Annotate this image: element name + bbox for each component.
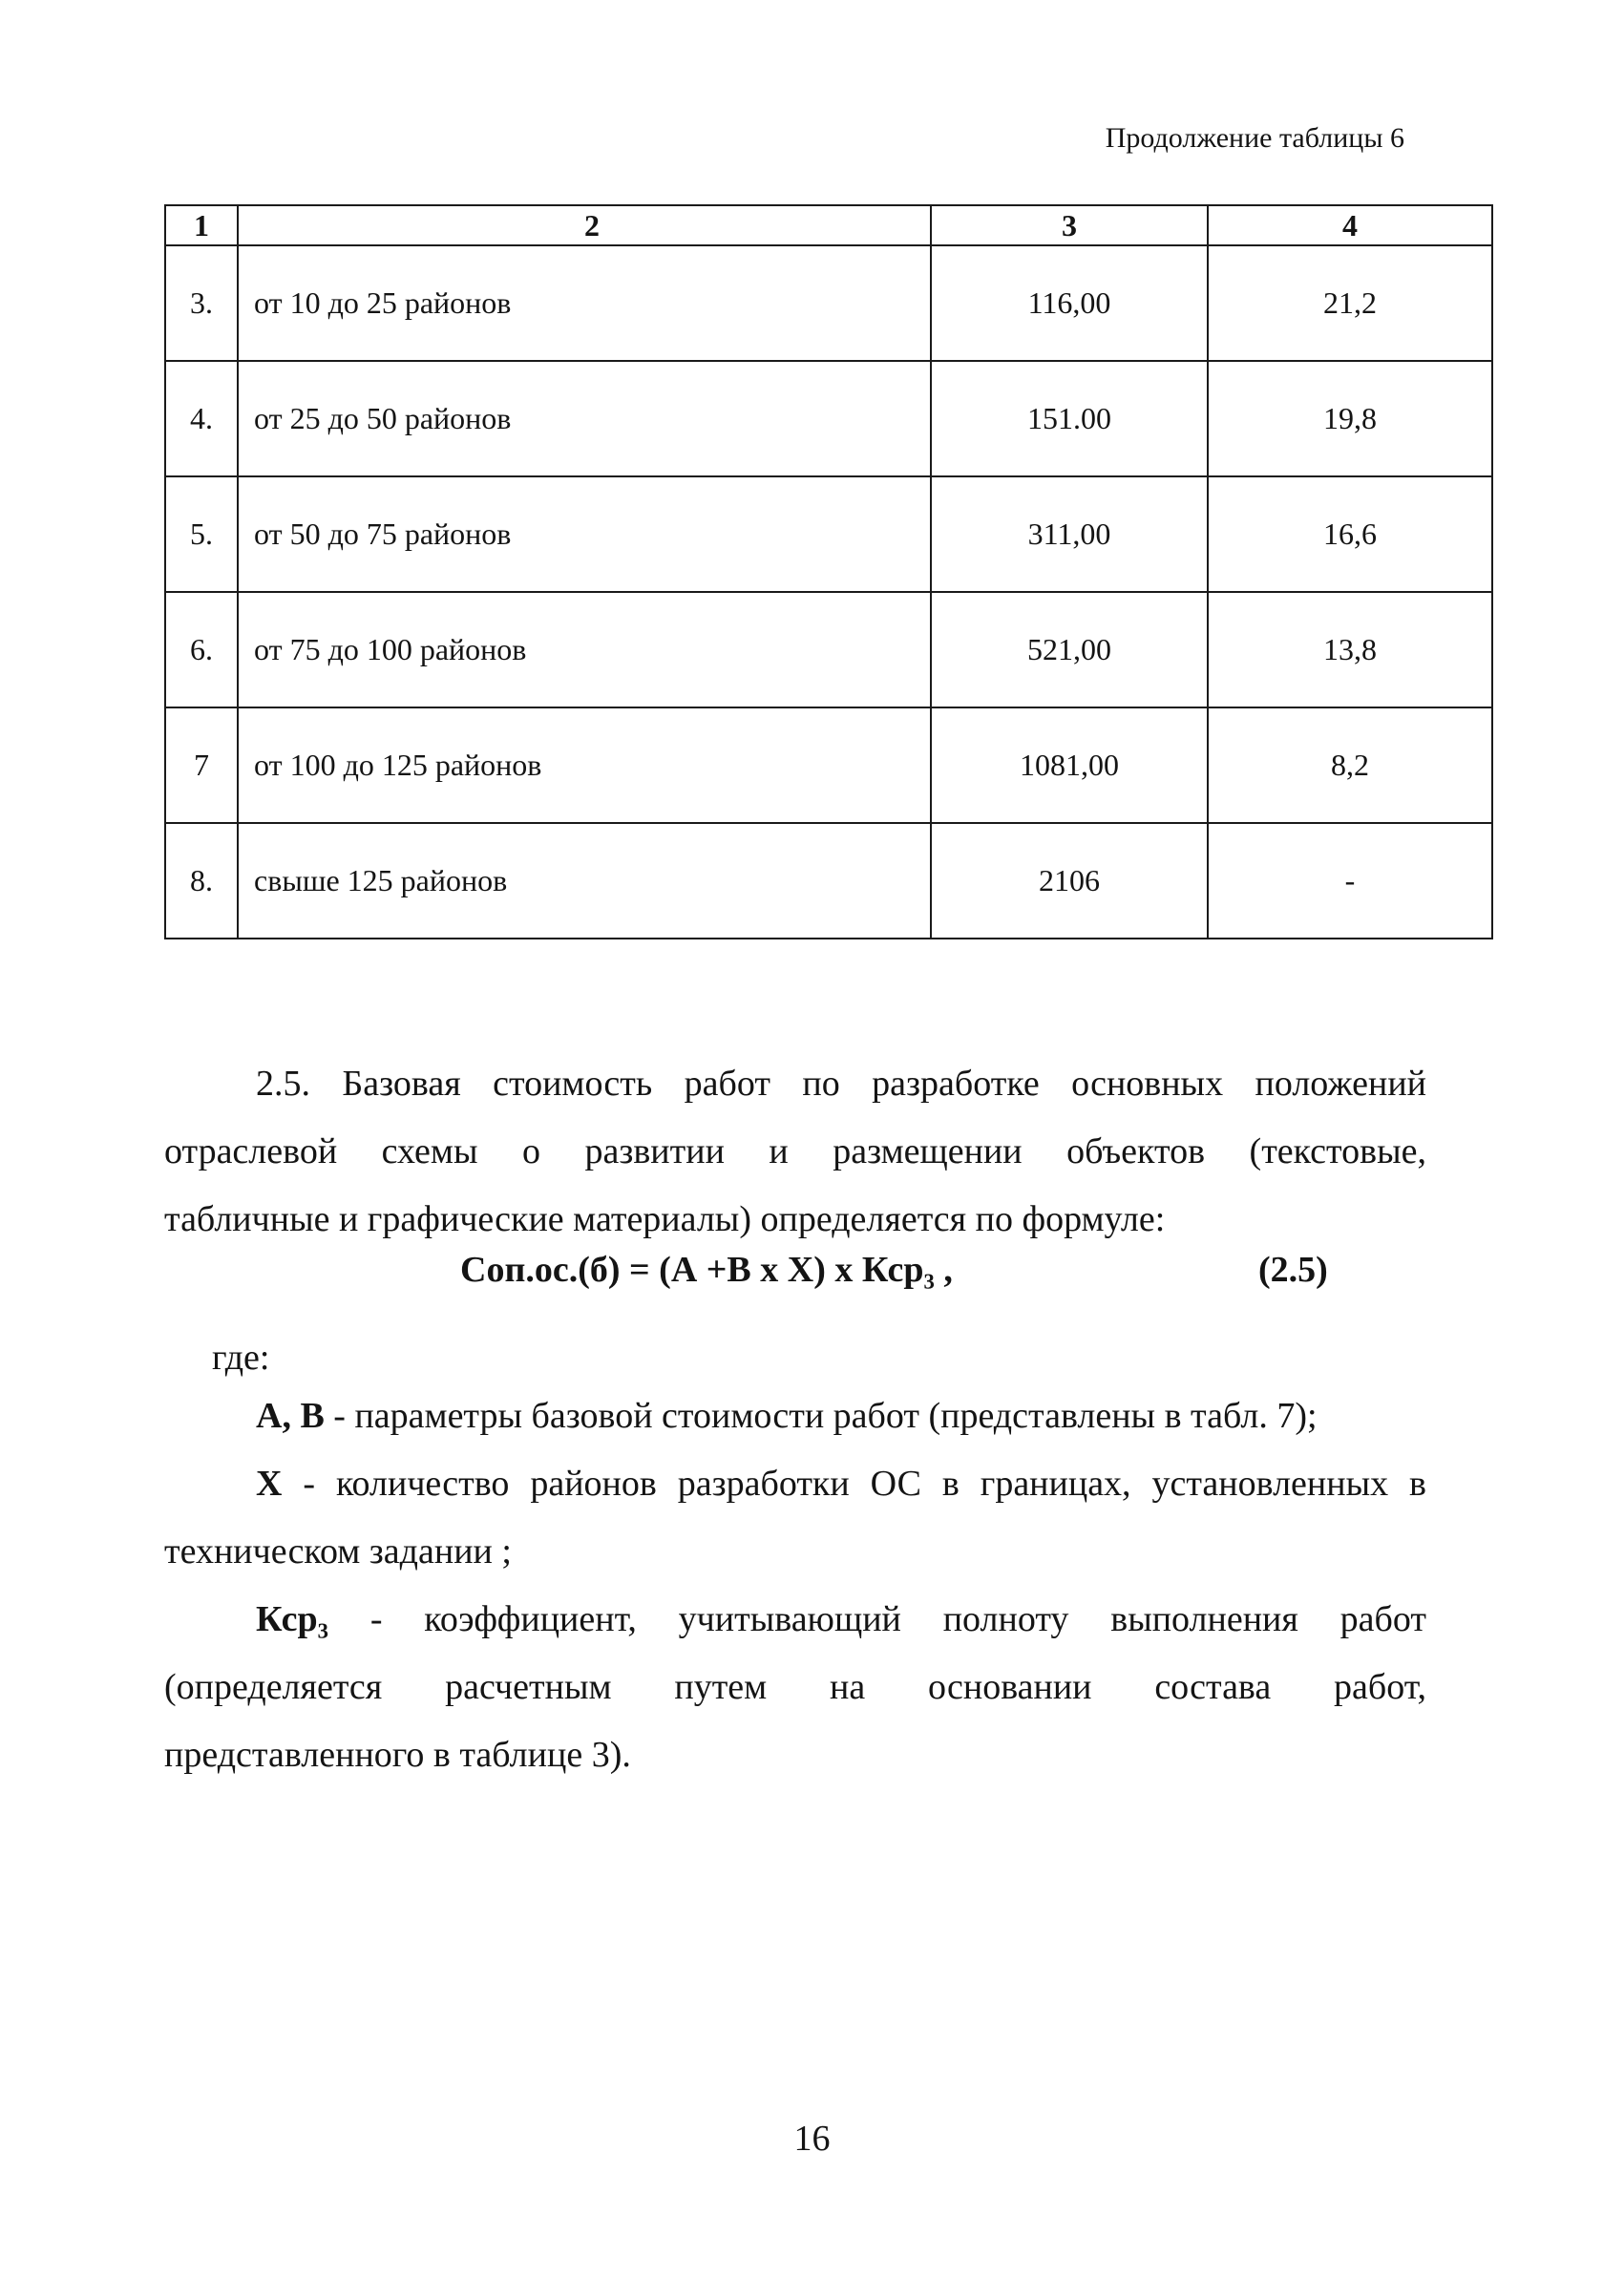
definition-text: - количество районов разработки ОС в границах, установленных в <box>282 1464 1426 1504</box>
table-header-row <box>165 205 1492 245</box>
header-cell: 1 <box>165 205 238 245</box>
formula: Cоп.ос.(б) = (А +В х Х) х Кср₃ , <box>460 1250 953 1290</box>
term-k: Кср₃ <box>256 1599 328 1639</box>
table-6 <box>164 204 1493 939</box>
header-cell: 3 <box>931 205 1208 245</box>
table-row <box>165 361 1492 476</box>
row-value: 116,00 <box>931 245 1208 361</box>
row-coefficient: 13,8 <box>1208 592 1492 707</box>
table-row <box>165 707 1492 823</box>
row-number: 8. <box>165 823 238 939</box>
definition-line: (определяется расчетным путем на основании состава работ, <box>164 1667 1426 1707</box>
row-number: 7 <box>165 707 238 823</box>
row-coefficient: 16,6 <box>1208 476 1492 592</box>
definition-text: - параметры базовой стоимости работ (представлены в табл. 7); <box>324 1396 1318 1436</box>
row-description: от 100 до 125 районов <box>238 707 931 823</box>
paragraph-line: отраслевой схемы о развитии и размещении объектов (текстовые, <box>164 1131 1426 1171</box>
row-coefficient: - <box>1208 823 1492 939</box>
row-value: 521,00 <box>931 592 1208 707</box>
row-description: свыше 125 районов <box>238 823 931 939</box>
definition-text: - коэффициент, учитывающий полноту выполнения работ <box>328 1599 1426 1639</box>
table-caption: Продолжение таблицы 6 <box>1105 122 1404 154</box>
row-description: от 25 до 50 районов <box>238 361 931 476</box>
definition-k <box>164 1586 1426 1654</box>
row-description: от 50 до 75 районов <box>238 476 931 592</box>
row-coefficient: 19,8 <box>1208 361 1492 476</box>
paragraph-2-5 <box>164 1050 1426 1254</box>
paragraph-line: 2.5. Базовая стоимость работ по разработке основных положений <box>256 1064 1426 1104</box>
row-coefficient: 8,2 <box>1208 707 1492 823</box>
row-value: 1081,00 <box>931 707 1208 823</box>
row-value: 2106 <box>931 823 1208 939</box>
table-row <box>165 476 1492 592</box>
row-description: от 10 до 25 районов <box>238 245 931 361</box>
definition-line: представленного в таблице 3). <box>164 1735 631 1775</box>
row-number: 6. <box>165 592 238 707</box>
table-row <box>165 823 1492 939</box>
definition-line: техническом задании ; <box>164 1531 512 1572</box>
row-number: 4. <box>165 361 238 476</box>
definition-x <box>164 1450 1426 1518</box>
term-x: Х <box>256 1464 283 1504</box>
header-cell: 4 <box>1208 205 1492 245</box>
row-number: 5. <box>165 476 238 592</box>
row-value: 311,00 <box>931 476 1208 592</box>
table-row <box>165 592 1492 707</box>
term-ab: А, В <box>256 1396 325 1436</box>
row-description: от 75 до 100 районов <box>238 592 931 707</box>
formula-number: (2.5) <box>1258 1250 1328 1290</box>
definitions <box>164 1382 1426 1789</box>
page-number: 16 <box>793 2119 831 2159</box>
where-label: где: <box>212 1338 270 1378</box>
row-value: 151.00 <box>931 361 1208 476</box>
row-coefficient: 21,2 <box>1208 245 1492 361</box>
table-row <box>165 245 1492 361</box>
header-cell: 2 <box>238 205 931 245</box>
definition-ab <box>164 1382 1426 1450</box>
paragraph-line: табличные и графические материалы) определяется по формуле: <box>164 1199 1166 1239</box>
row-number: 3. <box>165 245 238 361</box>
